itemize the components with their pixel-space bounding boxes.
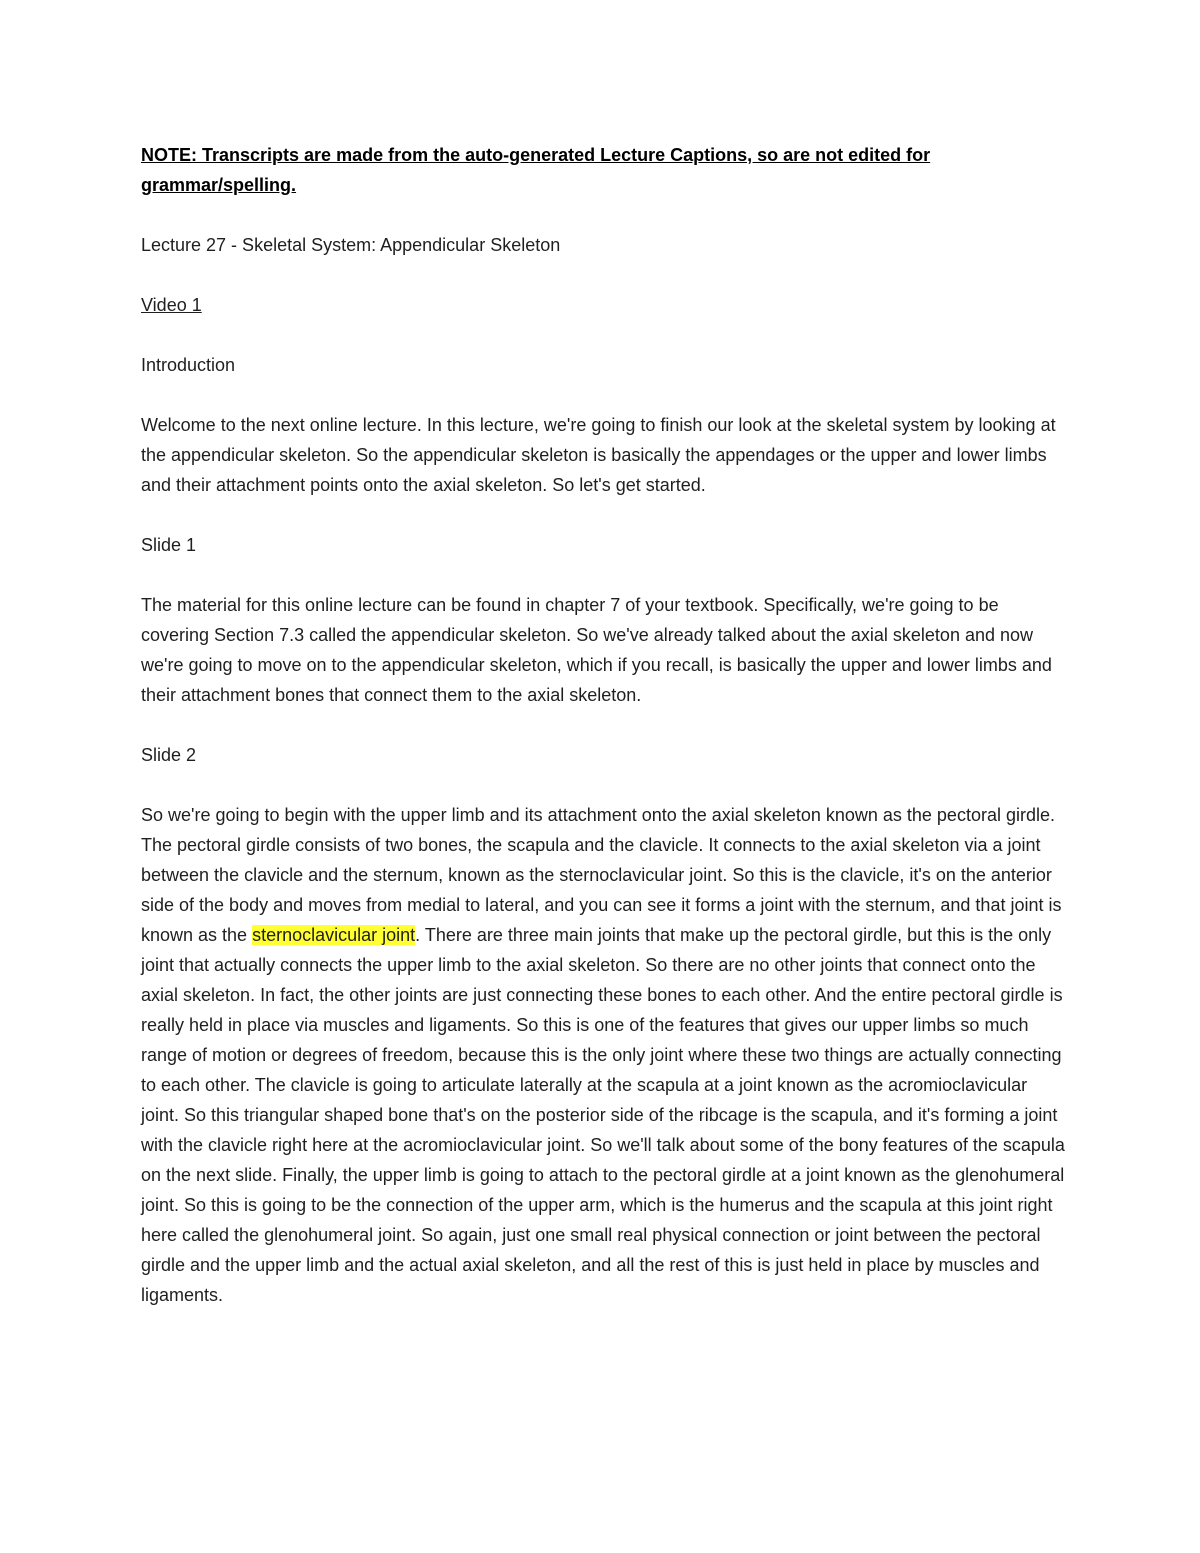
slide1-heading: Slide 1 — [141, 535, 197, 555]
video-heading: Video 1 — [141, 295, 202, 315]
slide2-text-after: . There are three main joints that make up the pectoral girdle, but this is the only joint that actually connects the upper limb to the axial skeleton. So there are no other joints that connect onto the axial skeleton. In fact, the other joints are just connecting these bones to each other. And the entire pectoral girdle is really held in place via muscles and ligaments. So this is one of the features that gives our upper limbs so much range of motion or degrees of freedom, because this is the only joint where these two things are actually connecting to each other. The clavicle is going to articulate laterally at the scapula at a joint known as the acromioclavicular joint. So this triangular shaped bone that's on the posterior side of the ribcage is the scapula, and it's forming a joint with the clavicle right here at the acromioclavicular joint. So we'll talk about some of the bony features of the scapula on the next slide. Finally, the upper limb is going to attach to the pectoral girdle at a joint known as the glenohumeral joint. So this is going to be the connection of the upper arm, which is the humerus and the scapula at this joint right here called the glenohumeral joint. So again, just one small real physical connection or joint between the pectoral girdle and the upper limb and the actual axial skeleton, and all the rest of this is just held in place by muscles and ligaments. — [141, 925, 1065, 1305]
transcript-note: NOTE: Transcripts are made from the auto-generated Lecture Captions, so are not edited for grammar/spelling. — [141, 145, 931, 195]
intro-paragraph: Welcome to the next online lecture. In this lecture, we're going to finish our look at the skeletal system by looking at the appendicular skeleton. So the appendicular skeleton is basically the appendages or the upper and lower limbs and their attachment points onto the axial skeleton. So let's get started. — [141, 415, 1056, 495]
intro-heading: Introduction — [141, 355, 236, 375]
slide1-paragraph: The material for this online lecture can be found in chapter 7 of your textbook. Specifically, we're going to be covering Section 7.3 called the appendicular skeleton. So we've already talked about the axial skeleton and now we're going to move on to the appendicular skeleton, which if you recall, is basically the upper and lower limbs and their attachment bones that connect them to the axial skeleton. — [141, 595, 1052, 705]
slide2-text-before: So we're going to begin with the upper limb and its attachment onto the axial skeleton known as the pectoral girdle. The pectoral girdle consists of two bones, the scapula and the clavicle. It connects to the axial skeleton via a joint between the clavicle and the sternum, known as the sternoclavicular joint. So this is the clavicle, it's on the anterior side of the body and moves from medial to lateral, and you can see it forms a joint with the sternum, and that joint is known as the — [141, 805, 1062, 945]
slide2-heading: Slide 2 — [141, 745, 197, 765]
document-page — [141, 140, 1066, 1340]
highlighted-term: sternoclavicular joint — [252, 925, 416, 945]
lecture-title: Lecture 27 - Skeletal System: Appendicular Skeleton — [141, 235, 561, 255]
slide2-paragraph — [141, 800, 1066, 1310]
